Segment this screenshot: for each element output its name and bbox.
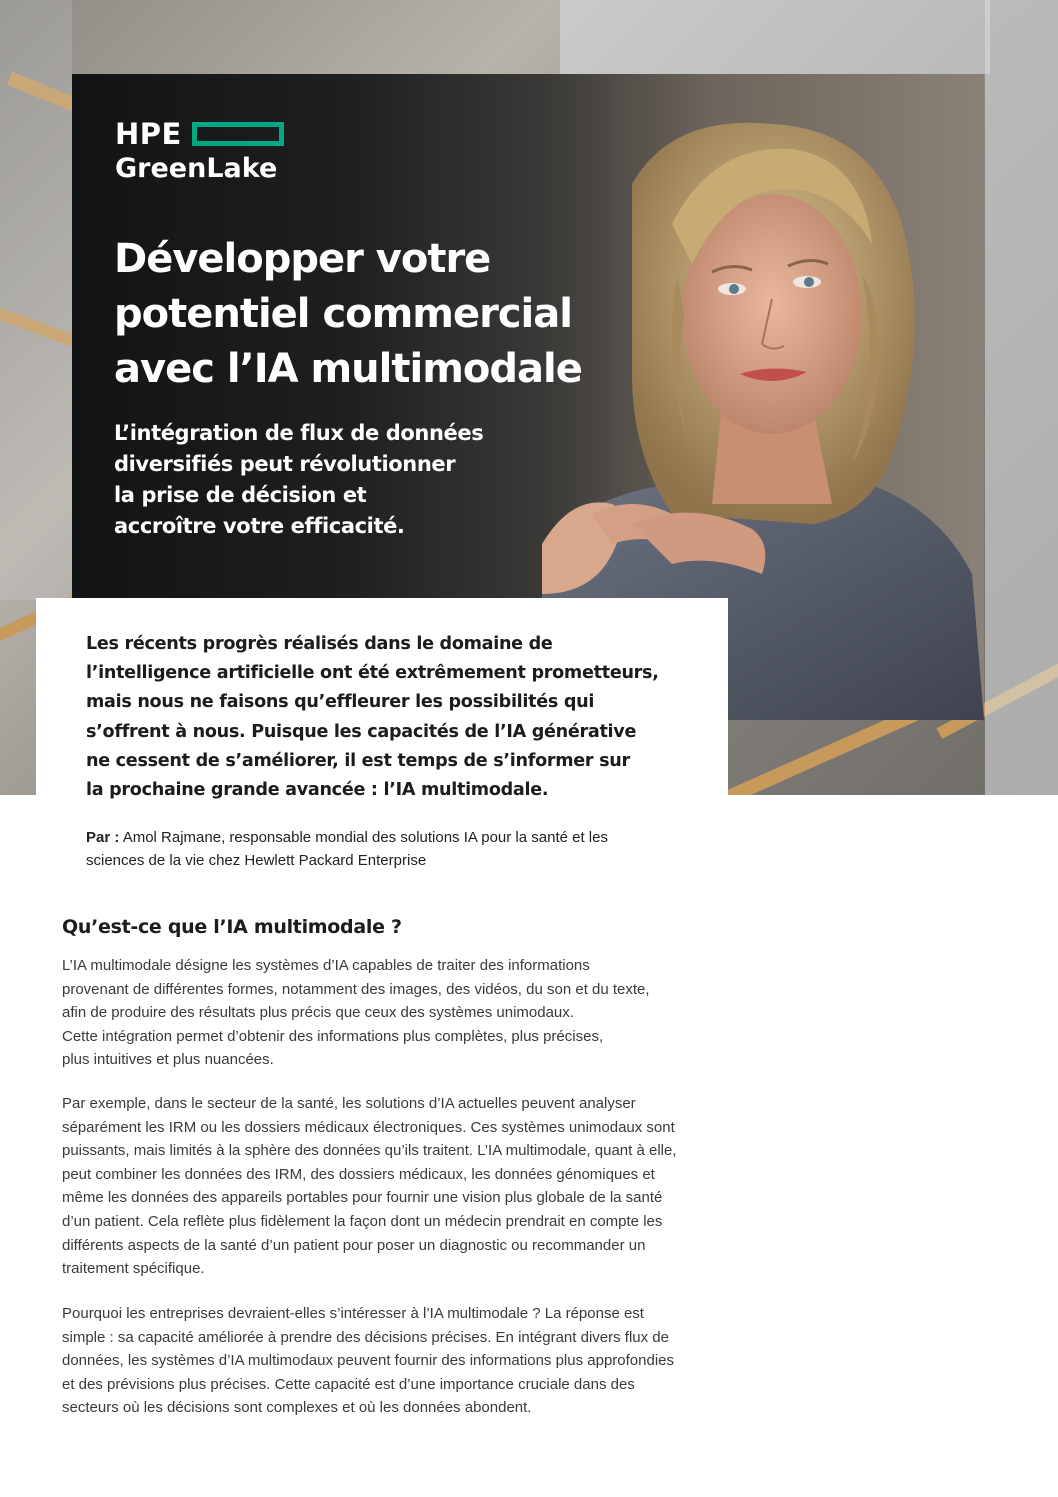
paragraph-line: traitement spécifique.: [62, 1260, 205, 1278]
paragraph-line: données, les systèmes d’IA multimodaux peuvent fournir des informations plus approfondies: [62, 1352, 675, 1370]
intro-line: mais nous ne faisons qu’effleurer les possibilités qui: [86, 692, 595, 713]
paragraph-line: simple : sa capacité améliorée à prendre des décisions précises. En intégrant divers flux de: [62, 1328, 669, 1346]
paragraph-line: puissants, mais limités à la sphère des données qu’ils traitent. L’IA multimodale, quant à elle,: [62, 1142, 677, 1160]
subtitle-line: diversifiés peut révolutionner: [114, 452, 456, 476]
paragraph-line: même les données des appareils portables pour fournir une vision plus globale de la santé: [62, 1189, 663, 1207]
paragraph-line: L’IA multimodale désigne les systèmes d’IA capables de traiter des informations: [62, 957, 590, 974]
paragraph-line: peut combiner les données des IRM, des dossiers médicaux, les données génomiques et: [62, 1165, 655, 1183]
intro-line: ne cessent de s’améliorer, il est temps de s’informer sur: [86, 750, 630, 771]
body-paragraph: [62, 954, 712, 1072]
paragraph-line: provenant de différentes formes, notamment des images, des vidéos, du son et du texte,: [62, 980, 650, 998]
paragraph-line: différents aspects de la santé d’un patient pour poser un diagnostic ou recommander un: [62, 1236, 646, 1254]
title-line: Développer votre: [114, 236, 491, 282]
subtitle-line: accroître votre efficacité.: [114, 514, 405, 538]
logo-green-rectangle: [192, 122, 284, 146]
byline-text: sciences de la vie chez Hewlett Packard Enterprise: [86, 852, 427, 869]
paragraph-line: secteurs où les décisions sont complexes et où les données abondent.: [62, 1399, 532, 1417]
author-byline: [86, 826, 696, 872]
body-paragraph: [62, 1092, 712, 1281]
intro-line: Les récents progrès réalisés dans le domaine de: [86, 634, 553, 654]
intro-paragraph: [86, 630, 696, 805]
byline-text: Amol Rajmane, responsable mondial des solutions IA pour la santé et les: [122, 829, 608, 846]
paragraph-line: Pourquoi les entreprises devraient-elles s’intéresser à l’IA multimodale ? La réponse est: [62, 1305, 644, 1322]
subtitle-line: la prise de décision et: [114, 483, 367, 507]
byline-label: Par :: [86, 829, 120, 846]
paragraph-line: afin de produire des résultats plus précis que ceux des systèmes unimodaux.: [62, 1004, 574, 1022]
paragraph-line: Par exemple, dans le secteur de la santé, les solutions d’IA actuelles peuvent analyser: [62, 1095, 636, 1112]
intro-line: s’offrent à nous. Puisque les capacités de l’IA générative: [86, 721, 637, 742]
paragraph-line: d’un patient. Cela reflète plus fidèlement la façon dont un médecin prendrait en compte les: [62, 1212, 663, 1230]
title-line: potentiel commercial: [114, 291, 572, 337]
hpe-greenlake-logo: [115, 118, 284, 186]
page-subtitle: [114, 418, 544, 542]
body-paragraph: [62, 1302, 712, 1420]
section-heading: Qu’est-ce que l’IA multimodale ?: [62, 916, 402, 938]
paragraph-line: Cette intégration permet d’obtenir des informations plus complètes, plus précises,: [62, 1027, 604, 1045]
intro-line: l’intelligence artificielle ont été extrêmement prometteurs,: [86, 663, 659, 684]
paragraph-line: et des prévisions plus précises. Cette capacité est d’une importance cruciale dans des: [62, 1375, 635, 1393]
logo-hpe-text: HPE: [115, 117, 182, 151]
logo-greenlake-text: GreenLake: [115, 153, 278, 184]
title-line: avec l’IA multimodale: [114, 346, 582, 392]
subtitle-line: L’intégration de flux de données: [114, 421, 484, 445]
paragraph-line: plus intuitives et plus nuancées.: [62, 1051, 274, 1069]
intro-line: la prochaine grande avancée : l’IA multimodale.: [86, 780, 549, 801]
paragraph-line: séparément les IRM ou les dossiers médicaux électroniques. Ces systèmes unimodaux sont: [62, 1118, 675, 1136]
page-title: [114, 232, 654, 397]
